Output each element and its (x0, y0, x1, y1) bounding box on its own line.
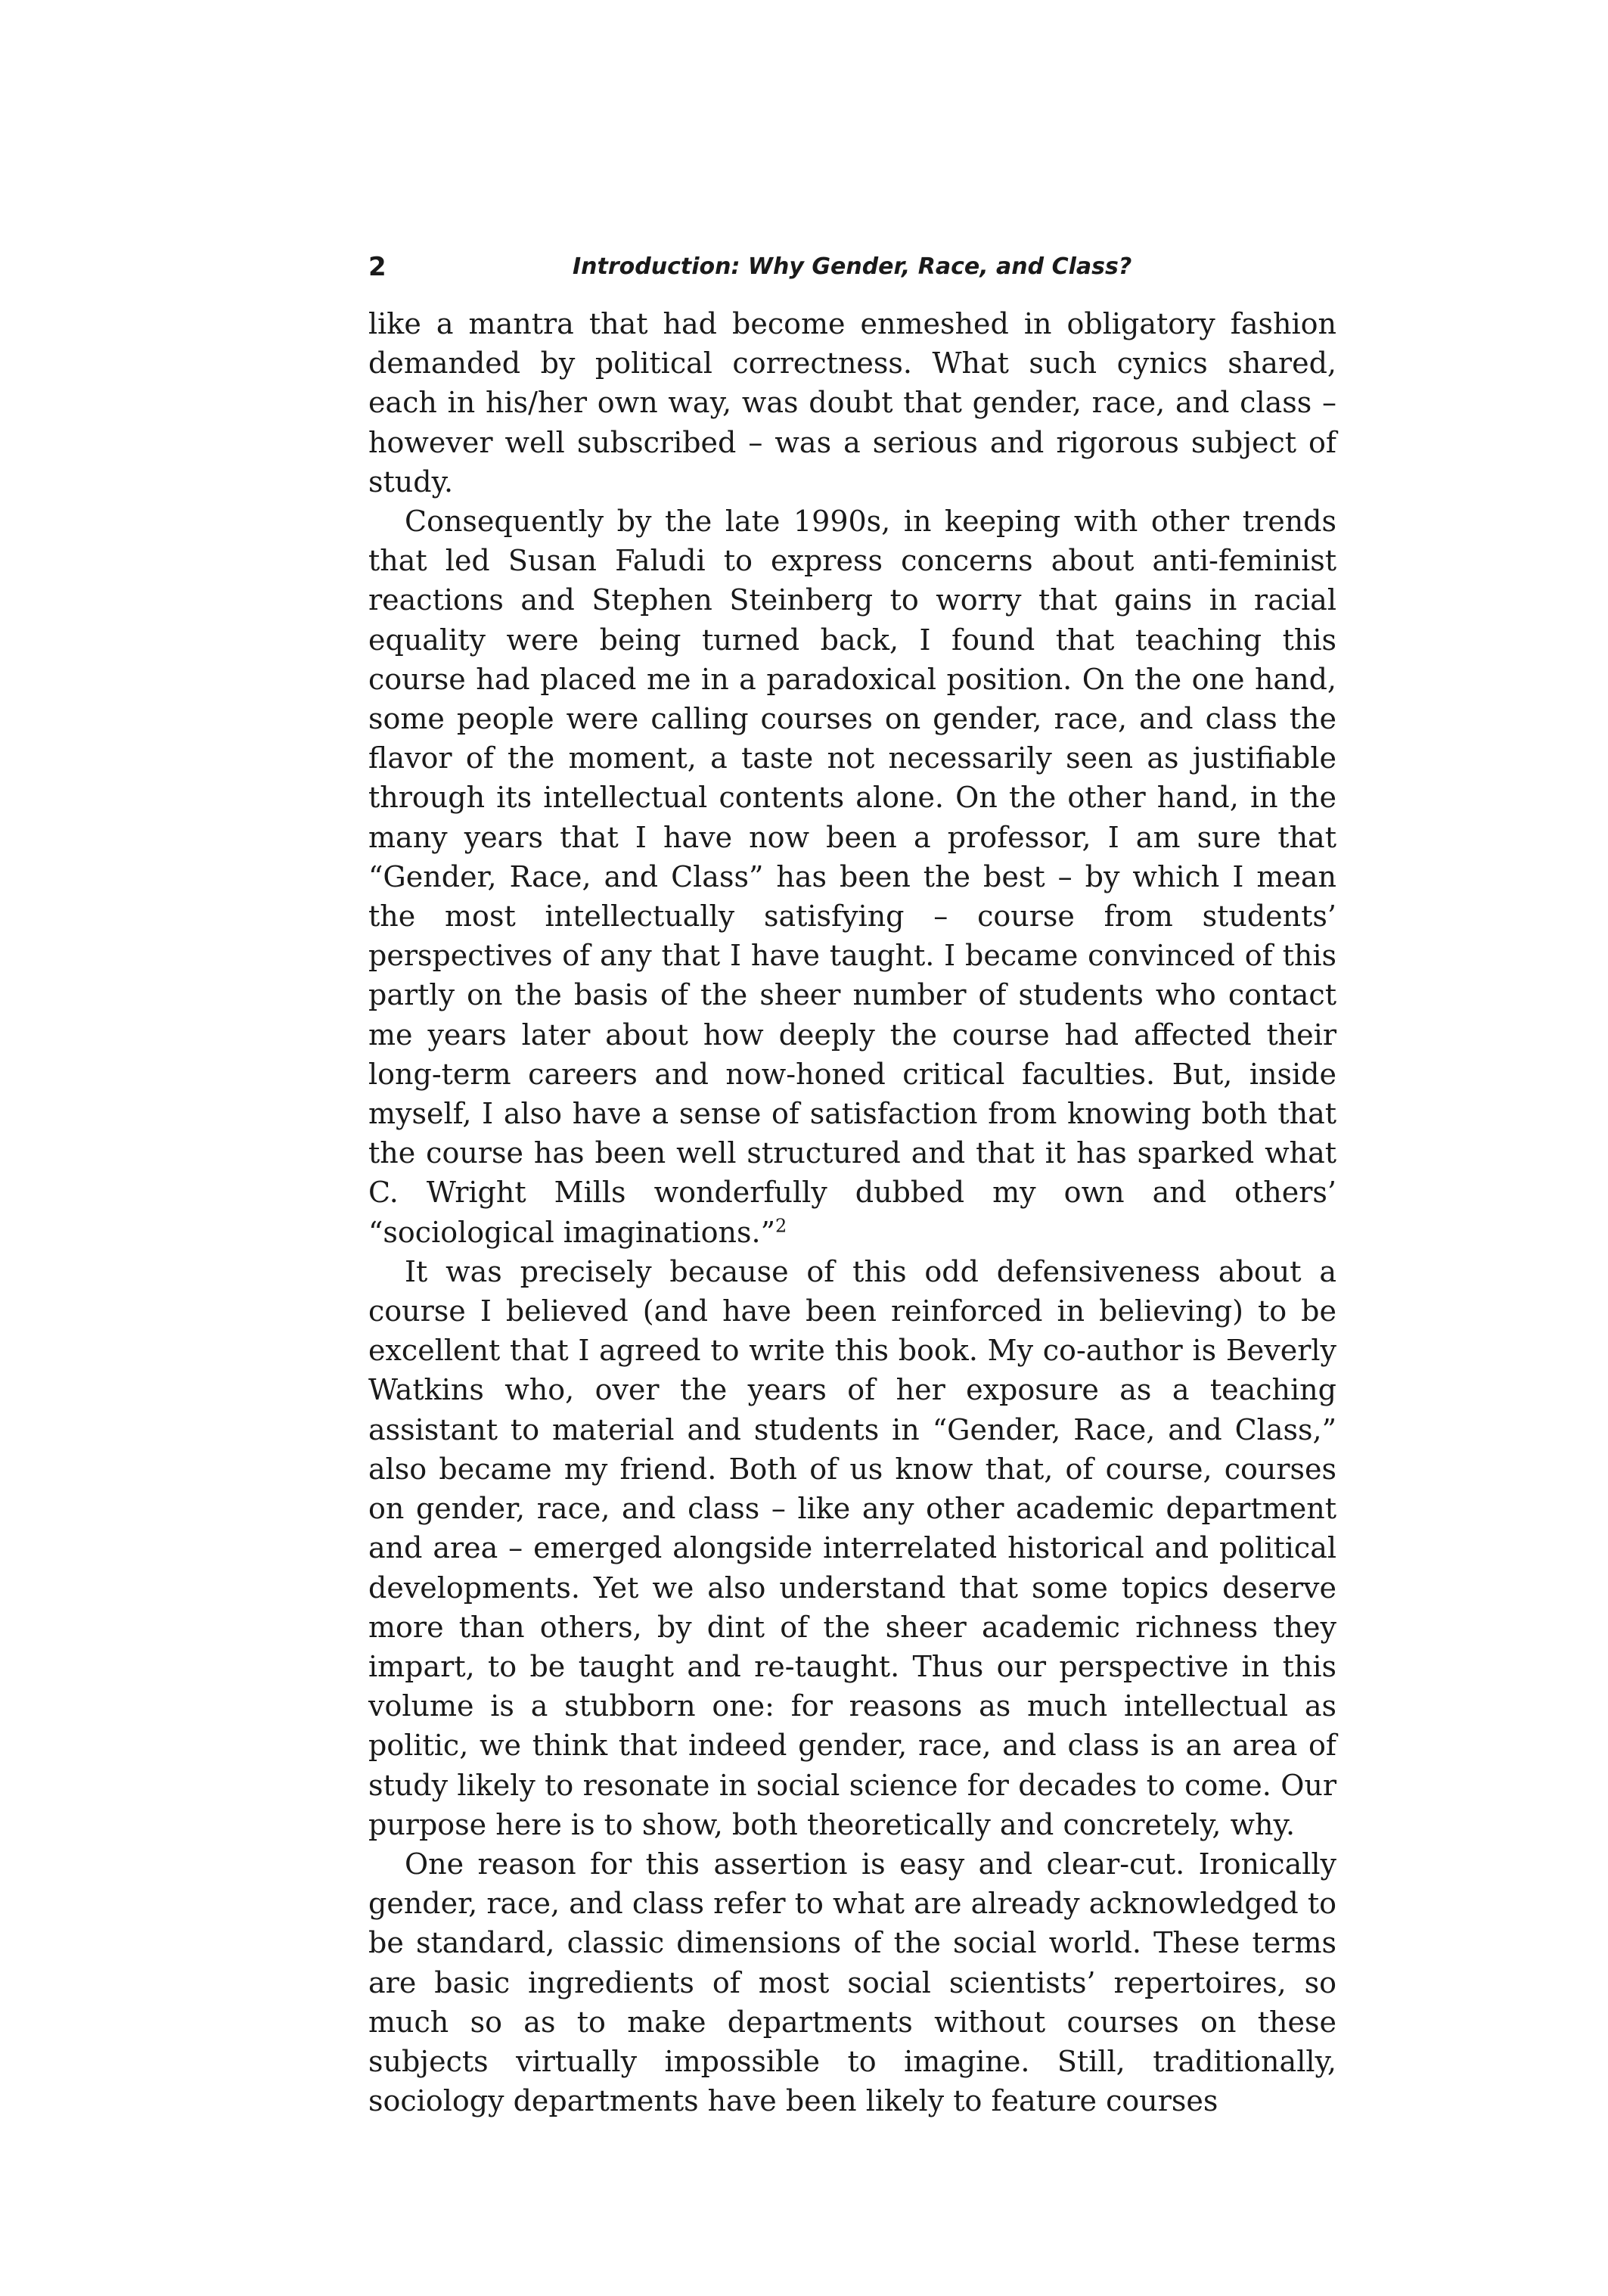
page-number: 2 (368, 252, 386, 282)
paragraph-2 (368, 502, 1336, 1252)
running-head (368, 244, 1336, 290)
paragraph-3: It was precisely because of this odd defensiveness about a course I believed (and have been reinforced in believing) to be excellent that I agreed to write this book. My co-author is Beverly Watkins who, over the years of her exposure as a teaching assistant to material and students in “Gender, Race, and Class,” also became my friend. Both of us know that, of course, courses on gender, race, and class – like any other academic department and area – emerged alongside interrelated historical and political developments. Yet we also understand that some topics deserve more than others, by dint of the sheer academic richness they impart, to be taught and re-taught. Thus our perspective in this volume is a stubborn one: for reasons as much intellectual as politic, we think that indeed gender, race, and class is an area of study likely to resonate in social science for decades to come. Our purpose here is to show, both theoretically and concretely, why. (368, 1254, 1336, 1841)
paragraph-2-text: Consequently by the late 1990s, in keeping with other trends that led Susan Faludi to express concerns about anti-feminist reactions and Stephen Steinberg to worry that gains in racial equality were being turned back, I found that teaching this course had placed me in a paradoxical position. On the one hand, some people were calling courses on gender, race, and class the flavor of the moment, a taste not necessarily seen as justifiable through its intellectual contents alone. On the other hand, in the many years that I have now been a professor, I am sure that “Gender, Race, and Class” has been the best – by which I mean the most intellectually satisfying – course from students’ perspectives of any that I have taught. I became convinced of this partly on the basis of the sheer number of students who contact me years later about how deeply the course had affected their long-term careers and now-honed critical faculties. But, inside myself, I also have a sense of satisfaction from knowing both that the course has been well structured and that it has sparked what C. Wright Mills wonderfully dubbed my own and others’ “sociological imaginations.” (368, 505, 1336, 1249)
running-title: Introduction: Why Gender, Race, and Class? (573, 253, 1132, 280)
footnote-ref[interactable]: 2 (775, 1215, 787, 1237)
paragraph-4: One reason for this assertion is easy and clear-cut. Ironically gender, race, and class refer to what are already acknowledged to be standard, classic dimensions of the social world. These terms are basic ingredients of most social scientists’ repertoires, so much so as to make departments without courses on these subjects virtually impossible to imagine. Still, traditionally, sociology departments have been likely to feature courses (368, 1847, 1336, 2118)
body-text (368, 304, 1336, 2120)
paragraph-1: like a mantra that had become enmeshed in obligatory fashion demanded by political correctness. What such cynics shared, each in his/her own way, was doubt that gender, race, and class – however well subscribed – was a serious and rigorous subject of study. (368, 307, 1336, 499)
